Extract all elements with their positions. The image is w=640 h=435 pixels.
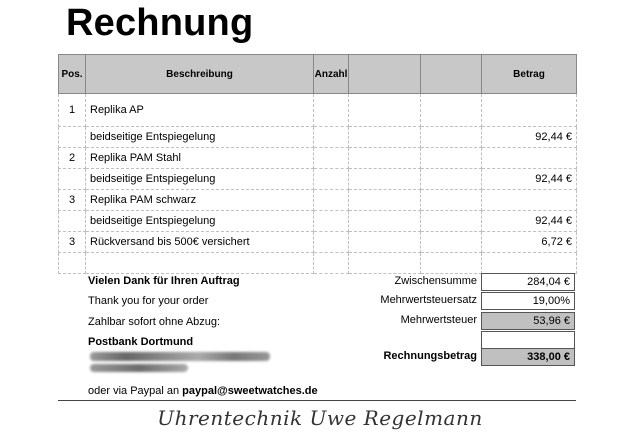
row-pos xyxy=(59,211,86,232)
row-amount xyxy=(482,190,577,211)
row-quantity xyxy=(314,94,349,127)
row-pos: 3 xyxy=(59,190,86,211)
paypal-line xyxy=(88,385,318,397)
redacted-account-line-1 xyxy=(90,352,270,361)
vat-value: 53,96 € xyxy=(481,312,575,330)
empty-summary-box xyxy=(481,331,575,349)
table-row xyxy=(59,232,577,253)
row-description: Replika PAM schwarz xyxy=(86,190,314,211)
invoice-title: Rechnung xyxy=(66,2,254,44)
row-amount xyxy=(482,94,577,127)
vat-rate-label: Mehrwertsteuersatz xyxy=(380,294,477,306)
row-description: beidseitige Entspiegelung xyxy=(86,169,314,190)
subtotal-value: 284,04 € xyxy=(481,273,575,291)
table-row xyxy=(59,190,577,211)
row-amount: 92,44 € xyxy=(482,169,577,190)
row-amount: 92,44 € xyxy=(482,211,577,232)
redacted-account-line-2 xyxy=(90,364,188,372)
header-amount: Betrag xyxy=(482,55,577,94)
paypal-email[interactable]: paypal@sweetwatches.de xyxy=(182,385,318,397)
total-value: 338,00 € xyxy=(481,348,575,366)
row-pos xyxy=(59,169,86,190)
row-amount: 92,44 € xyxy=(482,127,577,148)
table-row xyxy=(59,127,577,148)
paypal-prefix: oder via Paypal an xyxy=(88,385,183,397)
table-row xyxy=(59,253,577,274)
row-amount xyxy=(482,253,577,274)
footer-company: Uhrentechnik Uwe Regelmann xyxy=(157,406,483,430)
payment-terms: Zahlbar sofort ohne Abzug: xyxy=(88,316,221,328)
table-row xyxy=(59,148,577,169)
table-row xyxy=(59,169,577,190)
footer-divider xyxy=(58,400,576,401)
header-pos: Pos. xyxy=(59,55,86,94)
row-description: Replika AP xyxy=(86,94,314,127)
row-pos: 3 xyxy=(59,232,86,253)
bank-name: Postbank Dortmund xyxy=(88,336,194,348)
row-description: Rückversand bis 500€ versichert xyxy=(86,232,314,253)
table-header-row xyxy=(59,55,577,94)
thanks-de: Vielen Dank für Ihren Auftrag xyxy=(88,275,240,287)
row-description xyxy=(86,253,314,274)
row-amount xyxy=(482,148,577,169)
row-pos: 1 xyxy=(59,94,86,127)
row-pos xyxy=(59,127,86,148)
row-pos: 2 xyxy=(59,148,86,169)
table-row xyxy=(59,211,577,232)
row-description: beidseitige Entspiegelung xyxy=(86,211,314,232)
total-label: Rechnungsbetrag xyxy=(383,350,477,362)
vat-rate-value: 19,00% xyxy=(481,292,575,310)
row-description: Replika PAM Stahl xyxy=(86,148,314,169)
invoice-table xyxy=(58,54,577,274)
header-blank-1 xyxy=(349,55,421,94)
header-description: Beschreibung xyxy=(86,55,314,94)
table-row xyxy=(59,94,577,127)
thanks-en: Thank you for your order xyxy=(88,295,209,307)
row-description: beidseitige Entspiegelung xyxy=(86,127,314,148)
subtotal-label: Zwischensumme xyxy=(394,275,477,287)
header-quantity: Anzahl xyxy=(314,55,349,94)
header-blank-2 xyxy=(421,55,482,94)
row-amount: 6,72 € xyxy=(482,232,577,253)
vat-label: Mehrwertsteuer xyxy=(400,314,477,326)
row-pos xyxy=(59,253,86,274)
